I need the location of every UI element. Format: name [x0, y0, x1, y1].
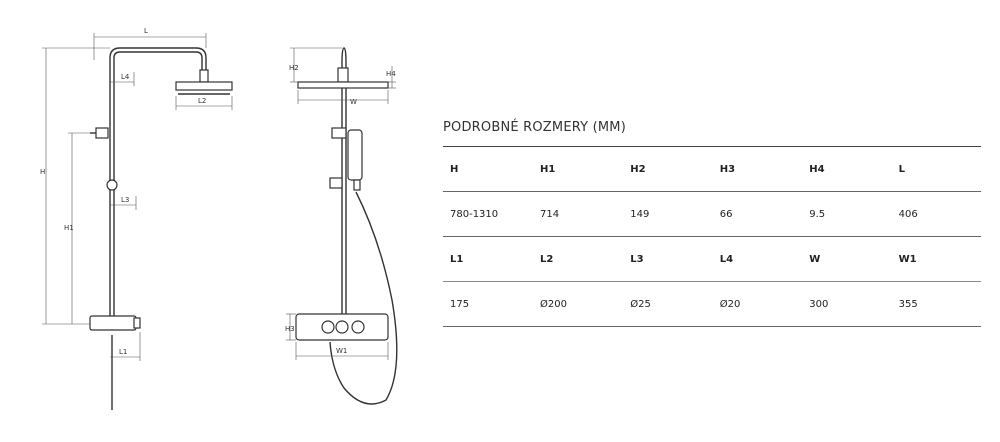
table-cell: L4	[719, 253, 734, 265]
specs-table	[443, 146, 981, 327]
table-cell: 300	[809, 298, 829, 310]
dim-label-w: W	[350, 98, 357, 106]
dim-label-l4: L4	[121, 73, 130, 81]
dim-label-h2: H2	[289, 64, 299, 72]
table-row-header-h	[443, 147, 981, 192]
table-cell: 149	[630, 208, 650, 220]
front-view	[40, 27, 232, 410]
table-cell: 714	[540, 208, 560, 220]
dimension-specs	[443, 118, 981, 327]
table-cell: 66	[719, 208, 733, 220]
dim-label-h1: H1	[64, 224, 74, 232]
table-cell: L3	[630, 253, 644, 265]
table-cell: 9.5	[809, 208, 826, 220]
table-cell: H2	[630, 163, 646, 175]
side-view	[285, 48, 397, 404]
dim-label-l2: L2	[198, 97, 207, 105]
table-row-values-h	[443, 192, 981, 237]
table-cell: W1	[898, 253, 917, 265]
dim-label-l3: L3	[121, 196, 130, 204]
table-cell: Ø20	[719, 298, 741, 310]
table-cell: 780-1310	[450, 208, 499, 220]
table-row-header-l	[443, 237, 981, 282]
dim-label-w1: W1	[336, 347, 348, 355]
table-cell: H4	[809, 163, 825, 175]
table-cell: L	[898, 163, 905, 175]
table-cell: 355	[898, 298, 918, 310]
table-cell: 175	[450, 298, 470, 310]
table-cell: H	[450, 163, 459, 175]
technical-drawing	[0, 0, 440, 442]
specs-title: PODROBNÉ ROZMERY (MM)	[443, 120, 626, 135]
table-cell: Ø25	[630, 298, 651, 310]
dim-label-l1: L1	[119, 348, 128, 356]
table-cell: H3	[719, 163, 736, 175]
table-row-values-l	[443, 282, 981, 327]
table-cell: 406	[898, 208, 918, 220]
dim-label-h3: H3	[285, 325, 295, 333]
table-cell: L1	[450, 253, 464, 265]
dim-label-h4: H4	[386, 70, 396, 78]
dim-label-h: H	[40, 168, 46, 176]
dim-label-l: L	[144, 27, 148, 35]
table-cell: H1	[540, 163, 556, 175]
table-cell: Ø200	[540, 298, 567, 310]
table-cell: W	[809, 253, 821, 265]
table-cell: L2	[540, 253, 554, 265]
